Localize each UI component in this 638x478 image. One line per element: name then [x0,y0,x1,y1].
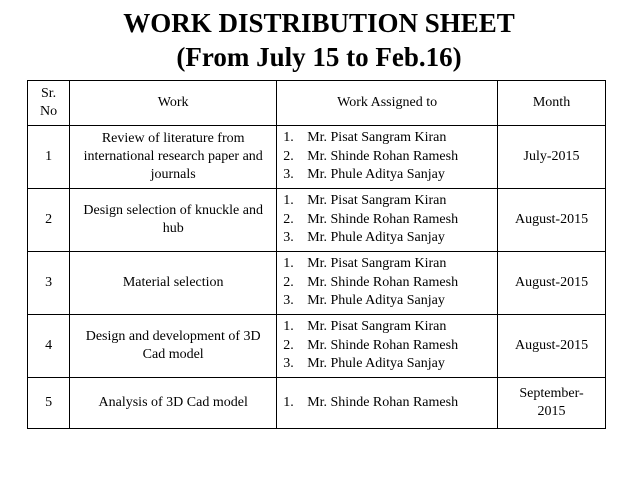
list-item [281,166,493,185]
list-number: 2. [283,211,294,227]
assignee-name: Mr. Shinde Rohan Ramesh [307,394,459,410]
assigned-cell [277,315,498,378]
header-month: Month [498,81,606,126]
table-row [28,126,606,189]
list-item [281,229,493,248]
sr-cell: 2 [28,189,70,252]
work-cell: Design selection of knuckle and hub [70,189,277,252]
list-item [281,292,493,311]
list-item [281,394,493,413]
list-item [281,318,493,337]
month-cell: July-2015 [498,126,606,189]
assignee-list [281,255,493,311]
list-item [281,255,493,274]
assignee-name: Mr. Shinde Rohan Ramesh [307,211,459,227]
list-number: 2. [283,337,294,353]
list-item [281,274,493,293]
list-number: 3. [283,293,294,309]
month-cell: August-2015 [498,252,606,315]
table-row [28,189,606,252]
table-row [28,315,606,378]
sr-cell: 1 [28,126,70,189]
assignee-name: Mr. Pisat Sangram Kiran [307,256,447,272]
work-cell: Review of literature from international research paper and journals [70,126,277,189]
page-title: WORK DISTRIBUTION SHEET [123,8,515,38]
work-cell: Analysis of 3D Cad model [70,378,277,429]
list-number: 1. [283,130,294,146]
work-cell: Material selection [70,252,277,315]
list-number: 1. [283,394,294,410]
list-item [281,129,493,148]
month-cell: August-2015 [498,315,606,378]
list-item [281,211,493,230]
list-number: 3. [283,356,294,372]
list-item [281,337,493,356]
list-number: 2. [283,148,294,164]
header-no-label: No [40,104,58,119]
sr-cell: 4 [28,315,70,378]
assignee-name: Mr. Pisat Sangram Kiran [307,193,447,209]
assigned-cell [277,378,498,429]
assignee-name: Mr. Phule Aditya Sanjay [307,167,445,183]
table-row [28,378,606,429]
assigned-cell [277,252,498,315]
table-row [28,252,606,315]
page-subtitle: (From July 15 to Feb.16) [176,42,462,72]
list-number: 1. [283,193,294,209]
assignee-name: Mr. Shinde Rohan Ramesh [307,148,459,164]
work-cell: Design and development of 3D Cad model [70,315,277,378]
list-item [281,355,493,374]
assignee-name: Mr. Pisat Sangram Kiran [307,130,447,146]
header-assigned: Work Assigned to [277,81,498,126]
list-item [281,148,493,167]
assignee-list [281,318,493,374]
work-distribution-table [27,80,606,429]
header-work: Work [70,81,277,126]
assignee-list [281,129,493,185]
list-item [281,192,493,211]
assignee-name: Mr. Pisat Sangram Kiran [307,319,447,335]
month-cell: August-2015 [498,189,606,252]
header-sr-label: Sr. [41,86,57,101]
assignee-name: Mr. Shinde Rohan Ramesh [307,337,459,353]
list-number: 1. [283,256,294,272]
list-number: 1. [283,319,294,335]
assignee-list [281,394,493,413]
table-header-row [28,81,606,126]
list-number: 3. [283,230,294,246]
assignee-name: Mr. Phule Aditya Sanjay [307,356,445,372]
assignee-name: Mr. Shinde Rohan Ramesh [307,274,459,290]
month-line-2: 2015 [537,404,566,419]
assigned-cell [277,126,498,189]
list-number: 3. [283,167,294,183]
sr-cell: 3 [28,252,70,315]
month-cell [498,378,606,429]
assignee-list [281,192,493,248]
sr-cell: 5 [28,378,70,429]
assigned-cell [277,189,498,252]
list-number: 2. [283,274,294,290]
month-line-1: September- [519,386,584,401]
assignee-name: Mr. Phule Aditya Sanjay [307,230,445,246]
assignee-name: Mr. Phule Aditya Sanjay [307,293,445,309]
header-sr-no [28,81,70,126]
